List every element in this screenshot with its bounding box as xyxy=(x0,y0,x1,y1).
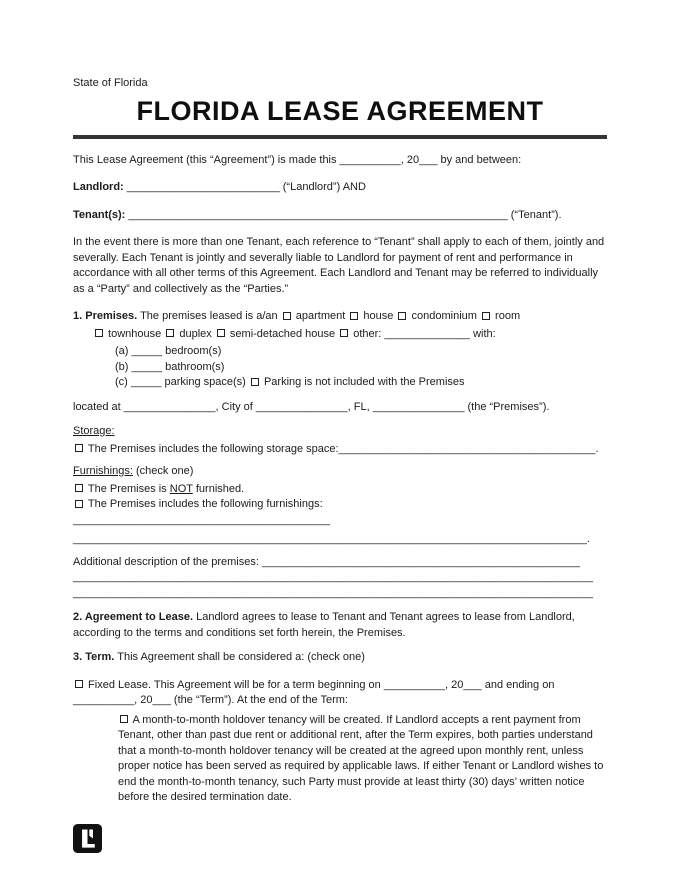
additional-description-line xyxy=(73,555,607,571)
text-segment: semi-detached house xyxy=(226,327,339,340)
additional-fill-in-line-2 xyxy=(73,586,607,602)
section-2-agreement-to-lease xyxy=(73,610,607,641)
premises-type-line-1 xyxy=(73,309,607,325)
checkbox-icon[interactable] xyxy=(120,715,128,723)
checkbox-icon[interactable] xyxy=(95,329,103,337)
text-segment: furnished. xyxy=(192,482,245,495)
section-3-term xyxy=(73,650,607,666)
premises-bedrooms-line xyxy=(73,344,607,360)
text-segment: room xyxy=(491,310,521,322)
text-segment: (b) _____ bathroom(s) xyxy=(115,360,225,373)
checkbox-icon[interactable] xyxy=(251,378,259,386)
checkbox-icon[interactable] xyxy=(340,329,348,337)
storage-heading xyxy=(73,424,607,440)
text-segment: __________________________________________ xyxy=(73,513,330,526)
state-label: State of Florida xyxy=(73,77,148,89)
furnishings-heading xyxy=(73,464,607,480)
text-segment: _________________________ (“Landlord”) AND xyxy=(123,181,366,193)
premises-bathrooms-line xyxy=(73,360,607,376)
text-segment: Landlord agrees to lease to Tenant and Tenant agrees to lease from Landlord, according to the terms and conditions set forth herein, the Premises. xyxy=(73,611,575,639)
checkbox-icon[interactable] xyxy=(75,500,83,508)
checkbox-icon[interactable] xyxy=(350,312,358,320)
text-segment: Additional description of the premises: ____________________________________________________ xyxy=(73,555,581,568)
furnishings-fill-in-line-1 xyxy=(73,513,607,529)
bold-text-segment: 3. Term. xyxy=(73,651,115,663)
furnishings-not-furnished-line xyxy=(73,482,607,498)
furnishings-includes-line xyxy=(73,497,607,513)
text-segment: other: ______________ with: xyxy=(350,327,496,340)
text-segment: apartment xyxy=(292,310,349,322)
text-segment: (check one) xyxy=(132,465,194,477)
text-segment: The Premises includes the following furnishings: xyxy=(85,498,323,510)
text-segment: _____________________________________________________________________________________ xyxy=(73,571,594,583)
legal-templates-logo-icon xyxy=(73,824,102,853)
bold-text-segment: 2. Agreement to Lease. xyxy=(73,611,194,623)
text-segment: Parking is not included with the Premises xyxy=(260,376,465,388)
storage-checkbox-line xyxy=(73,442,607,458)
tenant-line xyxy=(73,208,607,224)
premises-address-line xyxy=(73,400,607,416)
text-segment: The Premises includes the following storage space:__________________________________________. xyxy=(85,442,599,455)
text-segment: Fixed Lease. This Agreement will be for a term beginning on __________, 20___ and ending on __________, 20___ (the “Term”). At the end of the Term: xyxy=(73,678,555,706)
text-segment: townhouse xyxy=(105,327,165,340)
fixed-lease-paragraph xyxy=(73,678,607,709)
intro-line xyxy=(73,153,607,169)
text-segment: located at _______________, City of _______________, FL, _______________ (the “Premises”). xyxy=(73,400,550,413)
checkbox-icon[interactable] xyxy=(166,329,174,337)
holdover-tenancy-paragraph xyxy=(73,713,607,806)
text-segment: condominium xyxy=(408,310,480,322)
text-segment: NOT xyxy=(169,482,193,495)
text-segment: The premises leased is a/an xyxy=(137,310,281,322)
checkbox-icon[interactable] xyxy=(75,680,83,688)
text-segment: Furnishings: xyxy=(73,465,133,477)
additional-fill-in-line-1 xyxy=(73,570,607,586)
text-segment: The Premises is xyxy=(85,482,170,495)
bold-text-segment: Landlord: xyxy=(73,181,124,193)
document-title: FLORIDA LEASE AGREEMENT xyxy=(136,95,544,126)
premises-type-line-2 xyxy=(73,327,607,343)
checkbox-icon[interactable] xyxy=(217,329,225,337)
bold-text-segment: 1. Premises. xyxy=(73,310,138,322)
legal-templates-logo xyxy=(73,824,102,853)
checkbox-icon[interactable] xyxy=(75,484,83,492)
checkbox-icon[interactable] xyxy=(482,312,490,320)
landlord-line xyxy=(73,180,607,196)
text-segment: This Agreement shall be considered a: (check one) xyxy=(114,651,365,663)
bold-text-segment: Tenant(s): xyxy=(73,208,126,221)
furnishings-fill-in-line-2 xyxy=(73,532,607,548)
text-segment: house xyxy=(360,310,397,322)
text-segment: A month-to-month holdover tenancy will be created. If Landlord accepts a rent payment from Tenant, other than past due rent or additional rent, after the Term expires, both parties understand that a month-to-month holdover tenancy will be created at the agreed upon monthly rent, unless proper notice has been served as required by applicable laws. If either Tenant or Landlord wishes to end the month-to-month tenancy, such Party must provide at least thirty (30) days’ written notice before the desired termination date. xyxy=(118,713,604,803)
text-segment: (a) _____ bedroom(s) xyxy=(115,345,222,357)
title-divider xyxy=(73,135,607,139)
checkbox-icon[interactable] xyxy=(283,312,291,320)
text-segment: duplex xyxy=(176,327,215,340)
text-segment: ______________________________________________________________ (“Tenant”). xyxy=(125,208,562,221)
multi-tenant-paragraph xyxy=(73,235,607,297)
text-segment: Storage: xyxy=(73,425,115,437)
text-segment: ____________________________________________________________________________________. xyxy=(73,533,590,545)
text-segment: _____________________________________________________________________________________ xyxy=(73,586,594,599)
text-segment: In the event there is more than one Tenant, each reference to “Tenant” shall apply to each of them, jointly and severally. Each Tenant is jointly and severally liable to Landlord for payment of rent and performance in accordance with all other terms of this Agreement. Each Landlord and Tenant may be referred to individually as a “Party” and collectively as the “Parties.” xyxy=(73,236,605,295)
checkbox-icon[interactable] xyxy=(398,312,406,320)
text-segment: This Lease Agreement (this “Agreement”) is made this __________, 20___ by and between: xyxy=(73,153,522,166)
text-segment: (c) _____ parking space(s) xyxy=(115,376,249,388)
checkbox-icon[interactable] xyxy=(75,444,83,452)
premises-parking-line xyxy=(73,375,607,391)
